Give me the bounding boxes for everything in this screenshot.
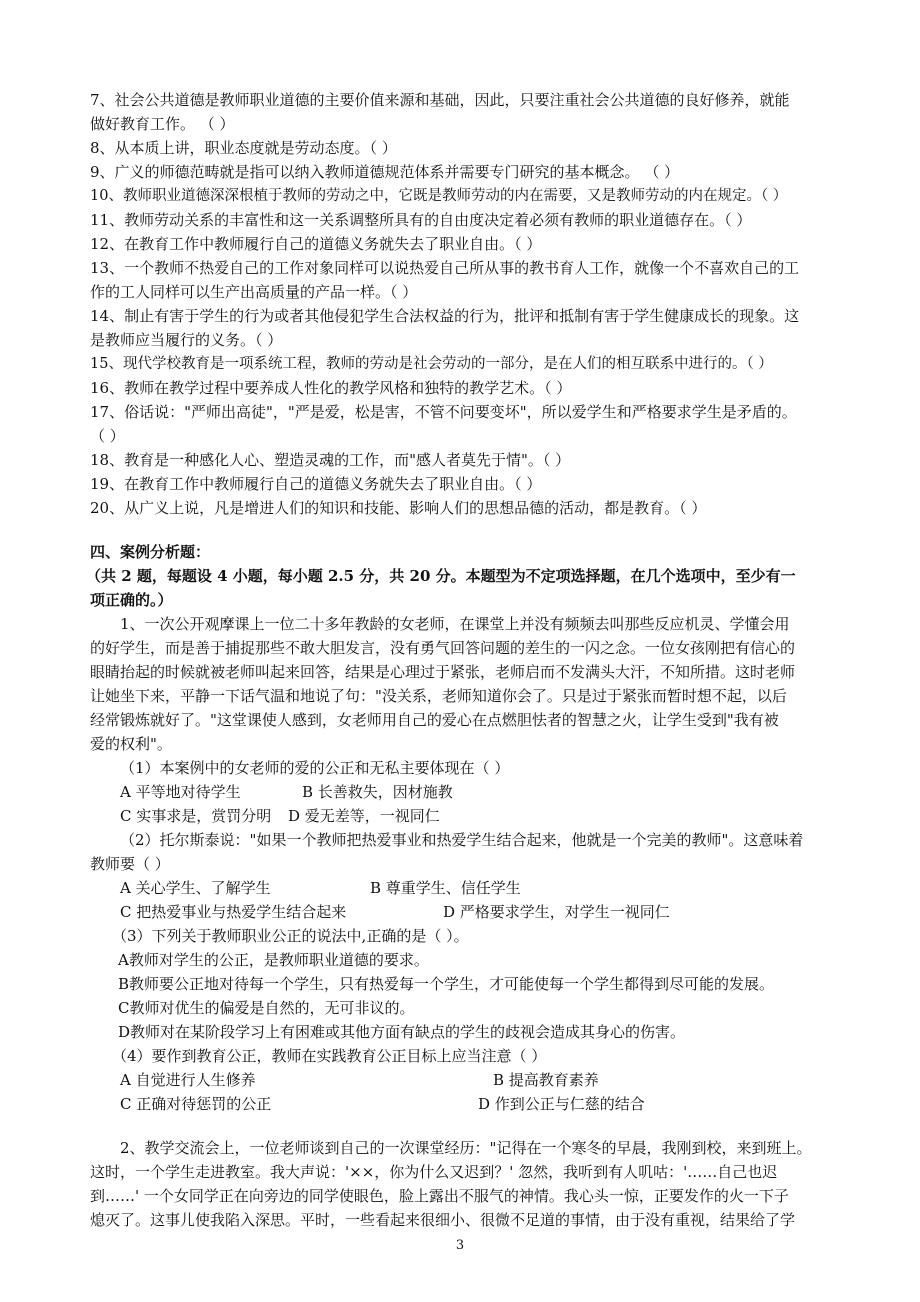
question-9: 9、广义的师德范畴就是指可以纳入教师道德规范体系并需要专门研究的基本概念。 （ ）	[90, 163, 680, 181]
question-14-line-2: 是教师应当履行的义务。（ ）	[90, 331, 283, 349]
case-1-text-line-4: 让她坐下来，平静一下话气温和地说了句："没关系，老师知道你会了。只是过于紧张而暂时想不起，以后	[90, 687, 787, 705]
question-19: 19、在教育工作中教师履行自己的道德义务就失去了职业自由。（ ）	[90, 475, 542, 493]
case-1-text-line-2: 的好学生，而是善于捕捉那些不敢大胆发言，没有勇气回答问题的差生的一闪之念。一位女孩刚把有信心的	[90, 639, 796, 657]
question-20: 20、从广义上说，凡是增进人们的知识和技能、影响人们的思想品德的活动，都是教育。（ ）	[90, 499, 707, 517]
case-1-q4-option-b: B 提高教育素养	[493, 1071, 599, 1089]
case-1-q2-option-a: A 关心学生、了解学生	[120, 879, 271, 897]
case-1-q4-stem: （4）要作到教育公正，教师在实践教育公正目标上应当注意（ ）	[112, 1047, 547, 1065]
case-1-q1-option-a: A 平等地对待学生	[120, 783, 241, 801]
case-1-q1-option-d: D 爱无差等，一视同仁	[288, 807, 440, 825]
page-number: 3	[455, 1238, 465, 1253]
section-4-instructions-line-1: （共 2 题，每题设 4 小题，每小题 2.5 分，共 20 分。本题型为不定项选择题，在几个选项中，至少有一	[86, 567, 796, 585]
question-17-line-1: 17、俗话说："严师出高徒"，"严是爱，松是害，不管不问要变坏"，所以爱学生和严格要求学生是矛盾的。	[90, 403, 797, 421]
case-1-text-line-3: 眼睛抬起的时候就被老师叫起来回答，结果是心理过于紧张，老师启而不发满头大汗，不知所措。这时老师	[90, 663, 796, 681]
section-4-title: 四、案例分析题：	[90, 543, 211, 561]
case-1-q2-option-d: D 严格要求学生，对学生一视同仁	[443, 903, 670, 921]
question-8: 8、从本质上讲，职业态度就是劳动态度。（ ）	[90, 139, 397, 157]
question-7-line-1: 7、社会公共道德是教师职业道德的主要价值来源和基础，因此，只要注重社会公共道德的良好修养，就能	[90, 91, 790, 109]
case-1-q1-option-c: C 实事求是，赏罚分明	[120, 807, 272, 825]
case-1-text-line-6: 爱的权利"。	[90, 735, 172, 753]
case-1-q4-option-d: D 作到公正与仁慈的结合	[478, 1095, 645, 1113]
question-12: 12、在教育工作中教师履行自己的道德义务就失去了职业自由。（ ）	[90, 235, 542, 253]
question-14-line-1: 14、制止有害于学生的行为或者其他侵犯学生合法权益的行为，批评和抵制有害于学生健康成长的现象。这	[90, 307, 800, 325]
case-1-q3-stem: （3）下列关于教师职业公正的说法中,正确的是（ ）。	[112, 927, 469, 945]
case-1-q4-option-a: A 自觉进行人生修养	[120, 1071, 256, 1089]
case-1-q3-option-d: D教师对在某阶段学习上有困难或其他方面有缺点的学生的歧视会造成其身心的伤害。	[118, 1023, 686, 1041]
case-1-q4-option-c: C 正确对待惩罚的公正	[120, 1095, 272, 1113]
question-7-line-2: 做好教育工作。 （ ）	[90, 115, 235, 133]
question-17-line-2: （ ）	[90, 427, 125, 445]
case-2-text-line-2: 这时，一个学生走进教室。我大声说：'××，你为什么又迟到？' 忽然，我听到有人叽咕：'……自己也迟	[90, 1163, 778, 1181]
case-1-q2-stem-line-1: （2）托尔斯泰说："如果一个教师把热爱事业和热爱学生结合起来，他就是一个完美的教师"。这意味着	[120, 831, 804, 849]
question-13-line-1: 13、一个教师不热爱自己的工作对象同样可以说热爱自己所从事的教书育人工作，就像一个不喜欢自己的工	[90, 259, 800, 277]
case-2-text-line-1: 2、教学交流会上，一位老师谈到自己的一次课堂经历："记得在一个寒冬的早晨，我刚到校，来到班上。	[120, 1139, 812, 1157]
case-1-q1-stem: （1）本案例中的女老师的爱的公正和无私主要体现在（ ）	[120, 759, 510, 777]
case-1-q2-stem-line-2: 教师要（ ）	[90, 855, 170, 873]
question-13-line-2: 作的工人同样可以生产出高质量的产品一样。（ ）	[90, 283, 418, 301]
case-1-q3-option-c: C教师对优生的偏爱是自然的，无可非议的。	[118, 999, 415, 1017]
question-15: 15、现代学校教育是一项系统工程，教师的劳动是社会劳动的一部分，是在人们的相互联系中进行的。（ ）	[90, 356, 773, 372]
question-18: 18、教育是一种感化人心、塑造灵魂的工作，而"感人者莫先于情"。（ ）	[90, 451, 571, 469]
case-1-text-line-1: 1、一次公开观摩课上一位二十多年教龄的女老师，在课堂上并没有频频去叫那些反应机灵、学懂会用	[120, 615, 790, 633]
case-1-text-line-5: 经常锻炼就好了。"这堂课使人感到，女老师用自己的爱心在点燃胆怯者的智慧之火，让学生受到"我有被	[90, 711, 779, 729]
case-1-q3-option-a: A教师对学生的公正，是教师职业道德的要求。	[118, 951, 429, 969]
section-4-instructions-line-2: 项正确的。）	[90, 591, 173, 609]
case-1-q2-option-b: B 尊重学生、信任学生	[370, 879, 521, 897]
case-2-text-line-4: 熄灭了。这事儿使我陷入深思。平时，一些看起来很细小、很微不足道的事情，由于没有重视，结果给了学	[90, 1211, 796, 1229]
case-1-q3-option-b: B教师要公正地对待每一个学生，只有热爱每一个学生，才可能使每一个学生都得到尽可能的发展。	[118, 975, 775, 993]
question-11: 11、教师劳动关系的丰富性和这一关系调整所具有的自由度决定着必须有教师的职业道德存在。（ ）	[90, 211, 752, 229]
case-1-q1-option-b: B 长善救失，因材施教	[302, 783, 453, 801]
question-16: 16、教师在教学过程中要养成人性化的教学风格和独特的教学艺术。（ ）	[90, 379, 572, 397]
case-2-text-line-3: 到……' 一个女同学正在向旁边的同学使眼色，脸上露出不服气的神情。我心头一惊，正要发作的火一下子	[90, 1187, 789, 1205]
case-1-q2-option-c: C 把热爱事业与热爱学生结合起来	[120, 903, 347, 921]
question-10: 10、教师职业道德深深根植于教师的劳动之中，它既是教师劳动的内在需要，又是教师劳动的内在规定。（ ）	[90, 188, 788, 204]
